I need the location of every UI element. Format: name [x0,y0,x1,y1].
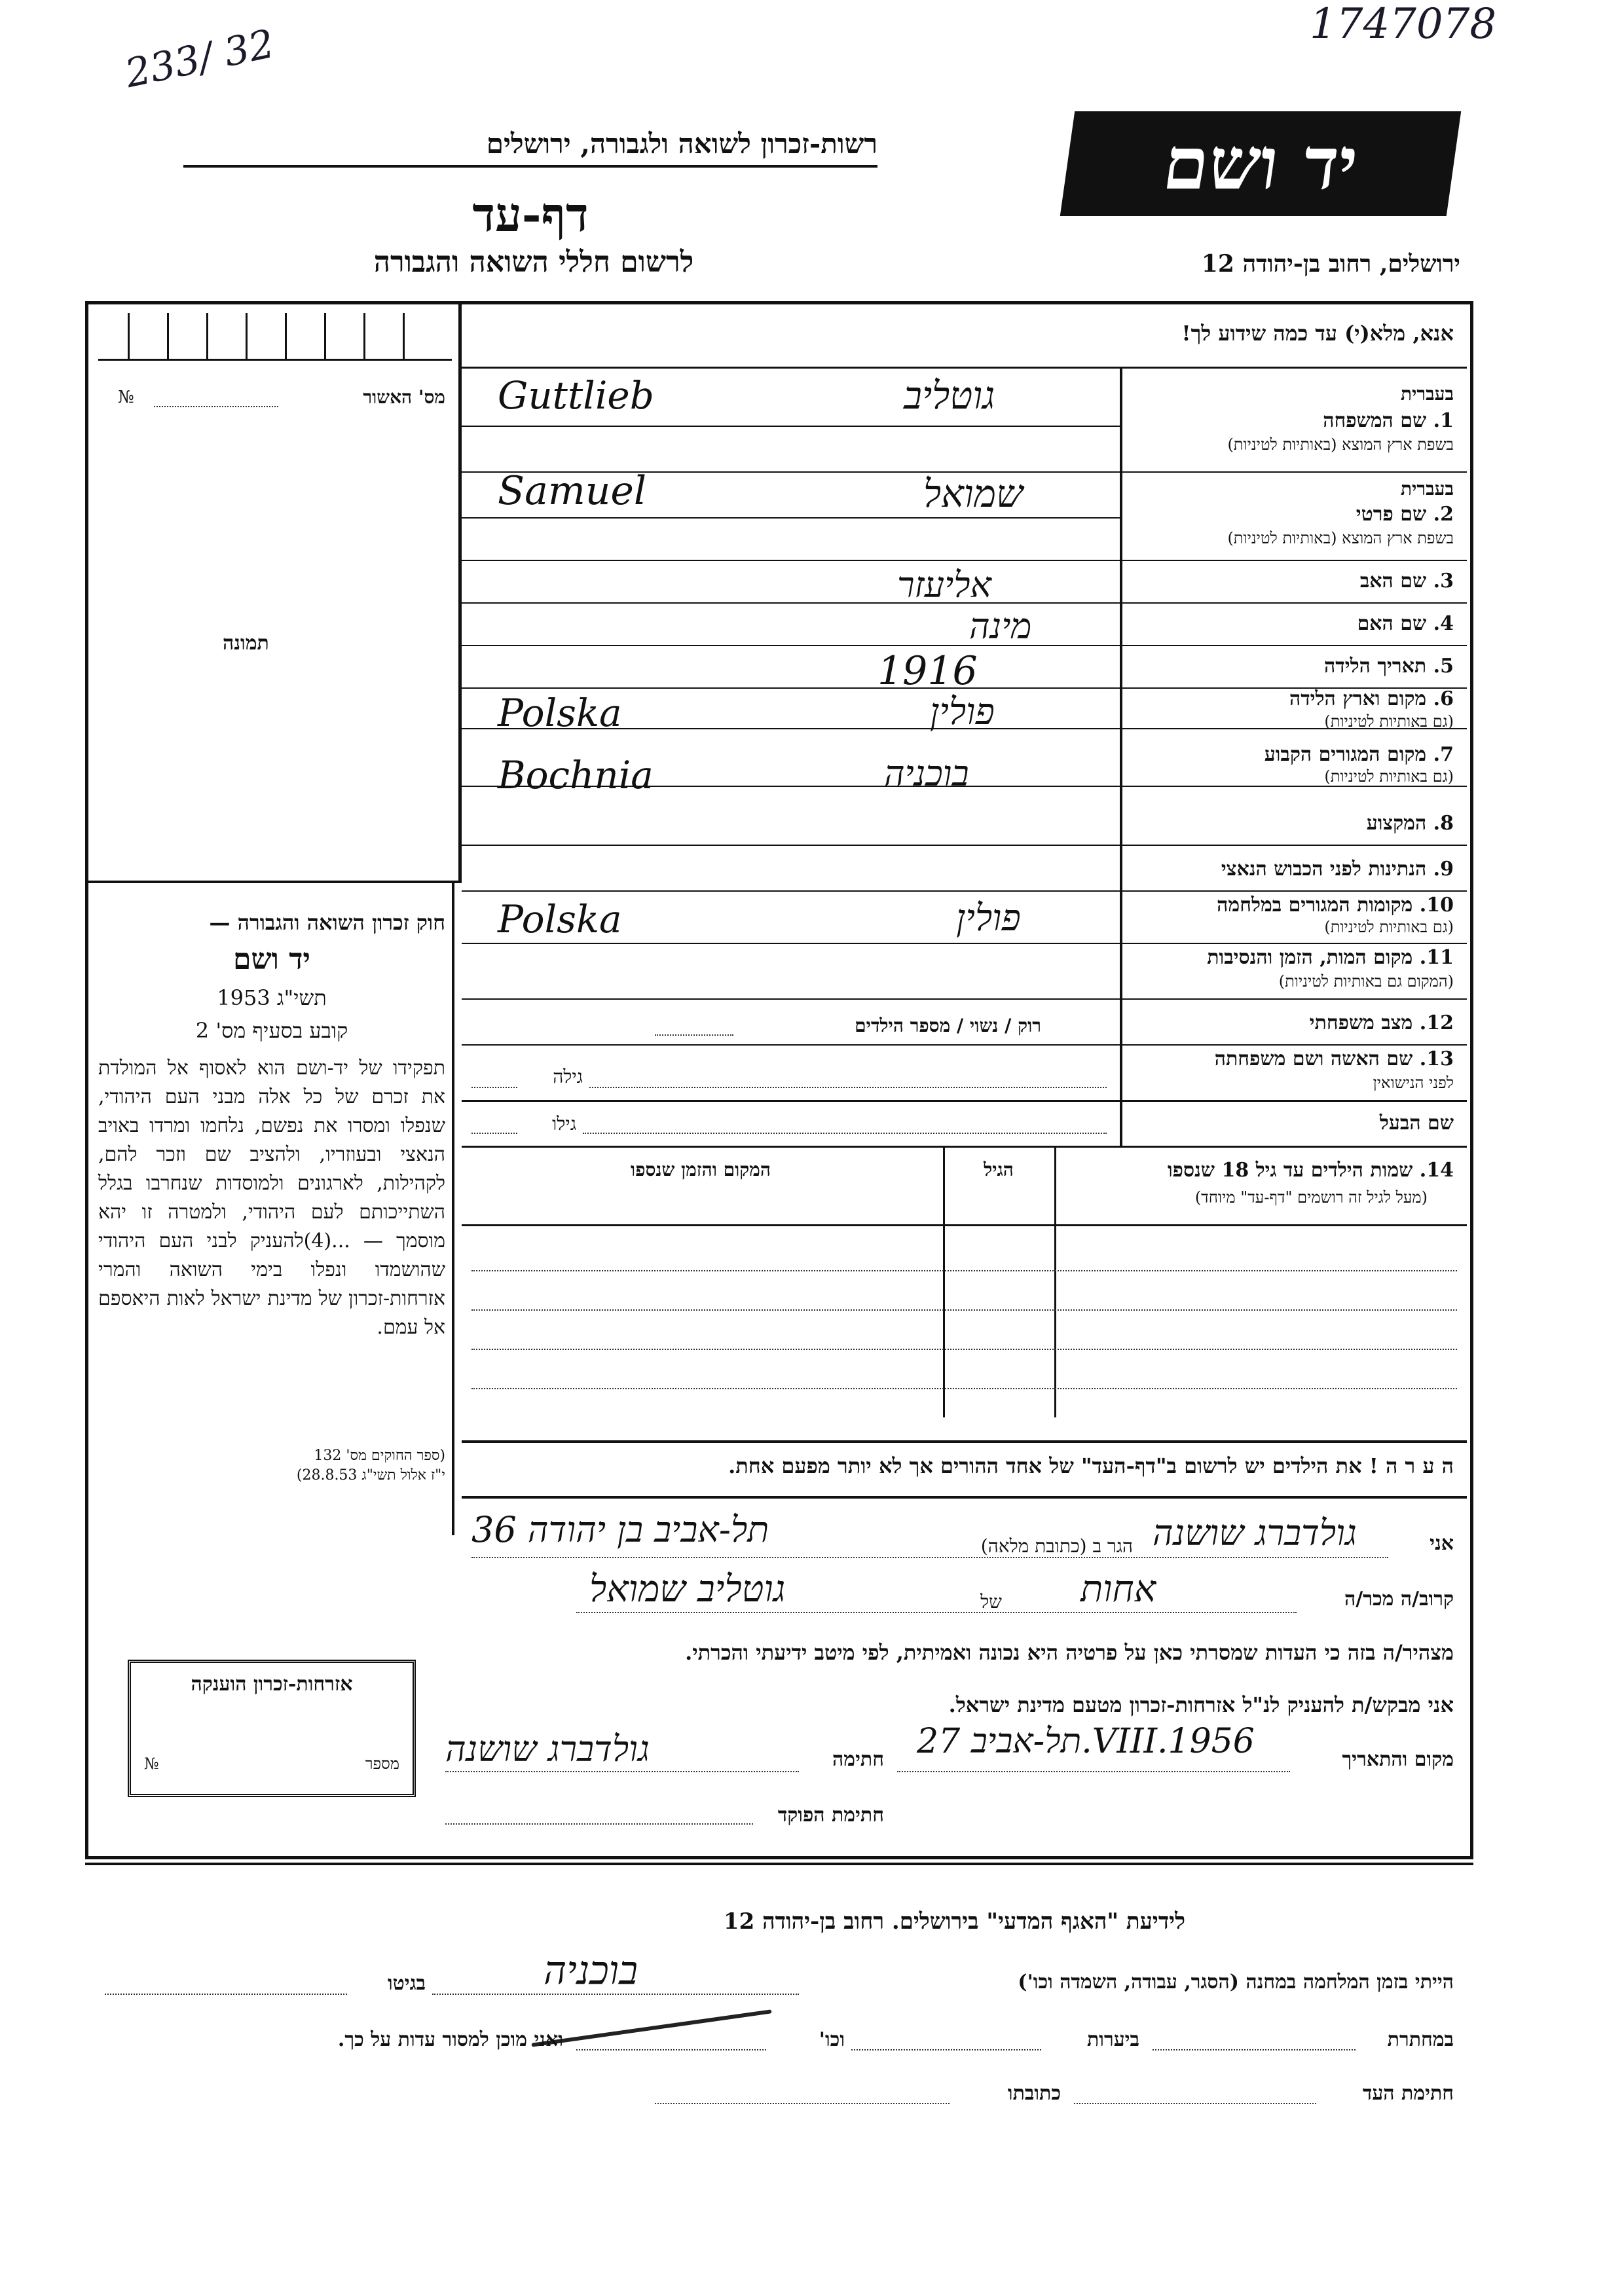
statement-1: מצהיר/ה בזה כי העדות שמסרתי כאן על פרטיה היא נכונה ואמיתית, לפי מיטב ידיעתי והכרתי. [685,1640,1454,1665]
law-year: תשי"ג 1953 [217,985,327,1010]
row13-label [1133,1048,1454,1070]
approval-number-sign: № [118,388,134,407]
col-place: המקום והזמן שנספו [631,1159,771,1180]
place-date-value[interactable]: תל-אביב 27.VIII.1956 [917,1722,1255,1761]
residence-hebrew[interactable]: בוכניה [884,753,969,794]
row4-label-text: שם האם [1357,612,1427,635]
birth-date[interactable]: 1916 [877,648,978,694]
wife-age-label: גילה [553,1066,583,1087]
camp-stroke [531,2009,771,2047]
citizenship-box [128,1660,416,1797]
row9-label [1133,858,1454,881]
citizenship-box-title: אזרחות-זכרון הוענקה [191,1673,353,1696]
law-clause: קובע בסעיף מס' 2 [195,1018,348,1043]
relation-value[interactable]: אחות [1080,1568,1156,1611]
row8-label [1153,812,1454,835]
row11-label [1133,946,1454,969]
row8-num: 8. [1433,812,1454,835]
law-name: יד ושם [233,943,310,976]
row5-label-text: תאריך הלידה [1324,655,1427,678]
row9-label-text: הנתינות לפני הכבוש הנאצי [1221,858,1427,881]
photo-label: תמונה [223,632,269,655]
row7-label-text: מקום המגורים הקבוע [1264,743,1427,766]
row10-label [1133,894,1454,917]
of-label: של [980,1591,1002,1613]
witness-address-label: כתובתו [1007,2082,1061,2105]
law-footnote-2: י"ז אלול תשי"ג 28.8.53) [296,1467,445,1484]
row10-label-text: מקומות המגורים במלחמה [1217,894,1413,917]
firstname-latin[interactable]: Samuel [498,468,647,514]
row5-label [1153,655,1454,678]
children-note: ה ע ר ה ! את הילדים יש לרשום ב"דף-העד" של אחד ההורים אך לא יותר מפעם אחת. [728,1453,1454,1478]
citizenship-box-no: № [144,1755,159,1773]
declarant-signature[interactable]: גולדברג שושנה [445,1728,650,1770]
camp-line: הייתי בזמן המלחמה במחנה (הסגר, עבודה, השמדה וכו') [1018,1971,1454,1994]
underground-label: במחתרת [1387,2028,1454,2051]
wartime-place-hebrew[interactable]: פולין [956,897,1021,939]
row12-num: 12. [1419,1011,1454,1034]
bottom-title: לידיעת "האגף המדעי" בירושלים. רחוב בן-יהודה 12 [723,1908,1185,1935]
row10-num: 10. [1419,894,1454,917]
marital-options[interactable]: רוק / נשוי / מספר הילדים [855,1015,1041,1036]
instruction: אנא, מלא(י) עד כמה שידוע לך! [1181,321,1454,346]
law-body: תפקידו של יד-ושם הוא לאסוף אל המולדת את זכרם של כל אלה מבני העם היהודי, שנפלו ומסרו את נפשם, נלחמו ומרדו באויב הנאצי ובעוזריו, ולהציב שם וזכר להם, לקהילות, לארגונים ולמוסדות שנחרבו בגלל השתייכותם לעם היהודי, ולמטרה זו יהא מוסמך — ...(4)להעניק לבני העם היהודי שהושמדו ונפלו בימי השואה והמרי אזרחות-זכרון של מדינת ישראל לאות היאספם אל עמם. [98,1057,446,1339]
reference-boxes [98,313,452,361]
row11-num: 11. [1419,946,1454,969]
husband-age-label: גילו [552,1113,576,1135]
firstname-hebrew[interactable]: שמואל [923,471,1024,516]
etc-label: וכו' [819,2028,845,2051]
row1-label [1153,409,1454,432]
relation-label: קרוב/ה מכר/ה [1344,1588,1454,1611]
declaration-ani: אני [1430,1532,1454,1555]
children-sub: (מעל לגיל זה רושמים "דף-עד" מיוחד) [1194,1188,1428,1207]
row12-label-text: מצב משפחתי [1309,1011,1413,1034]
row1-sub: בשפת ארץ המוצא (באותיות לטיניות) [1227,435,1454,454]
row1-label-text: שם המשפחה [1323,409,1427,432]
father-name[interactable]: אליעזר [897,564,991,606]
row7-num: 7. [1433,743,1454,766]
row7-label [1153,743,1454,766]
row1-num: 1. [1433,409,1454,432]
yad-vashem-logo [1060,111,1461,216]
row9-num: 9. [1433,858,1454,881]
row12-label [1153,1011,1454,1034]
wartime-place-latin[interactable]: Polska [498,897,622,941]
row6-num: 6. [1433,687,1454,710]
row13-label-text: שם האשה ושם משפחתה [1214,1048,1413,1070]
institution-name: רשות-זכרון לשואה ולגבורה, ירושלים [486,128,877,160]
col-age: הגיל [984,1159,1014,1180]
forests-label: ביערות [1086,2028,1139,2051]
archive-number-top-left: 233/ 32 [121,20,278,98]
row4-num: 4. [1433,612,1454,635]
row3-num: 3. [1433,570,1454,592]
residence-latin[interactable]: Bochnia [498,753,654,797]
row4-label [1153,612,1454,635]
ghetto-label: בגיטו [387,1972,426,1995]
row1-lang: בעברית [1400,383,1454,405]
form-subtitle: לרשום חללי השואה והגבורה [373,246,694,279]
officer-signature-label: חתימת הפוקד [777,1804,884,1827]
surname-latin[interactable]: Guttlieb [498,373,654,418]
row11-sub: (המקום גם באותיות לטיניות) [1278,972,1454,991]
law-title: חוק זכרון השואה והגבורה — [209,910,445,935]
row6-label [1153,687,1454,710]
law-footnote-1: (ספר החוקים מס' 132 [314,1448,445,1464]
row3-label [1153,570,1454,592]
row11-label-text: מקום המות, הזמן והנסיבות [1207,946,1413,969]
header-address: ירושלים, רחוב בן-יהודה 12 [1201,250,1460,278]
form-title: דף-עד [472,187,589,242]
row6-label-text: מקום וארץ הלידה [1289,687,1427,710]
declarant-name[interactable]: גולדברג שושנה [1153,1512,1357,1554]
victim-name[interactable]: גוטליב שמואל [589,1568,786,1611]
row13-sub: לפני הנישואין [1373,1074,1454,1092]
birthplace-latin[interactable]: Polska [498,691,622,735]
mother-name[interactable]: מינה [969,606,1032,647]
row13-num: 13. [1419,1048,1454,1070]
birthplace-hebrew[interactable]: פולין [930,691,995,733]
approval-number-label: מס' האשור [363,386,445,408]
row2-lang: בעברית [1400,478,1454,500]
row10-sub: (גם באותיות לטיניות) [1324,918,1454,936]
declarant-address[interactable]: תל-אביב בן יהודה 36 [471,1509,769,1550]
row3-label-text: שם האב [1359,570,1427,592]
camp-value[interactable]: בוכניה [544,1948,638,1994]
citizenship-box-number: מספר [365,1755,399,1773]
place-date-label: מקום והתאריך [1342,1748,1454,1771]
surname-hebrew[interactable]: גוטליב [904,373,995,418]
row2-sub: בשפת ארץ המוצא (באותיות לטיניות) [1227,529,1454,547]
row2-label-text: שם פרטי [1356,503,1427,526]
row7-sub: (גם באותיות לטיניות) [1324,767,1454,786]
row5-num: 5. [1433,655,1454,678]
signature-label: חתימה [832,1748,884,1771]
row2-num: 2. [1433,503,1454,526]
row6-sub: (גם באותיות לטיניות) [1324,712,1454,731]
husband-label: שם הבעל [1379,1112,1454,1135]
archive-number-top-right: 1747078 [1310,0,1497,48]
ready-label: ואני מוכן למסור עדות על כך. [337,2028,563,2051]
witness-signature-label: חתימת העד [1362,2082,1454,2105]
row2-label [1153,503,1454,526]
logo-text: יד ושם [1158,121,1363,206]
resides-at-label: הגר ב (כתובת מלאה) [980,1535,1133,1557]
row8-label-text: המקצוע [1366,812,1427,835]
children-label: 14. שמות הילדים עד גיל 18 שנספו [1167,1159,1454,1182]
statement-2: אני מבקש/ת להעניק לנ"ל אזרחות-זכרון מטעם מדינת ישראל. [948,1692,1454,1717]
